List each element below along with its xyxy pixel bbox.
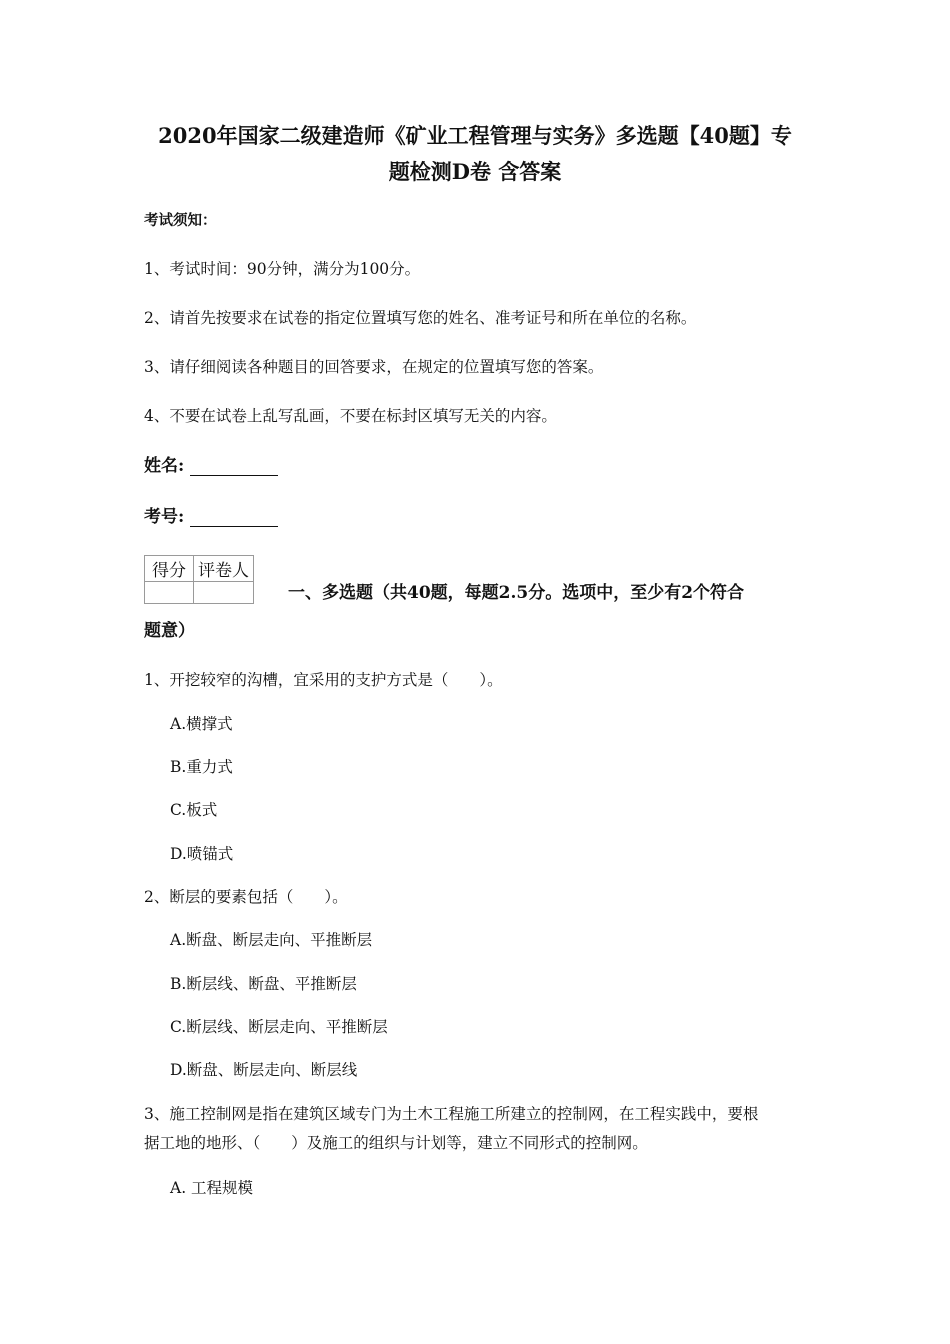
question-2-option-a: A.断盘、断层走向、平推断层 [170, 931, 373, 949]
score-table [144, 555, 254, 604]
question-2-option-d: D.断盘、断层走向、断层线 [170, 1061, 358, 1079]
question-1-option-b: B.重力式 [170, 758, 233, 776]
question-2-option-c: C.断层线、断层走向、平推断层 [170, 1018, 388, 1036]
question-1-option-c: C.板式 [170, 801, 218, 819]
page-title [140, 118, 810, 190]
title-line-2: 题检测D卷 含答案 [388, 159, 562, 184]
question-1-option-d: D.喷锚式 [170, 845, 234, 863]
question-2-option-b: B.断层线、断盘、平推断层 [170, 975, 357, 993]
notice-item-2: 2、请首先按要求在试卷的指定位置填写您的姓名、准考证号和所在单位的名称。 [144, 309, 697, 327]
question-3-option-a: A. 工程规模 [170, 1179, 254, 1197]
section-heading-line-2: 题意） [144, 621, 195, 641]
score-header: 得分 [145, 556, 194, 582]
exam-id-input-line[interactable] [190, 526, 278, 527]
question-2-stem: 2、断层的要素包括（ ）。 [144, 888, 348, 906]
question-1-stem: 1、开挖较窄的沟槽，宜采用的支护方式是（ ）。 [144, 671, 503, 689]
name-label: 姓名: [144, 456, 185, 476]
section-heading-line-1: 一、多选题（共40题，每题2.5分。选项中，至少有2个符合 [288, 583, 745, 603]
question-3-stem-line-2: 据工地的地形、（ ）及施工的组织与计划等，建立不同形式的控制网。 [144, 1134, 648, 1152]
notice-item-4: 4、不要在试卷上乱写乱画，不要在标封区填写无关的内容。 [144, 407, 557, 425]
title-line-1: 2020年国家二级建造师《矿业工程管理与实务》多选题【40题】专 [158, 123, 792, 148]
grader-header: 评卷人 [194, 556, 254, 582]
score-cell[interactable] [145, 582, 194, 604]
name-input-line[interactable] [190, 475, 278, 476]
question-1-option-a: A.横撑式 [170, 715, 233, 733]
notice-item-3: 3、请仔细阅读各种题目的回答要求，在规定的位置填写您的答案。 [144, 358, 604, 376]
question-3-stem-line-1: 3、施工控制网是指在建筑区域专门为土木工程施工所建立的控制网，在工程实践中，要根 [144, 1105, 759, 1123]
notice-heading: 考试须知： [144, 212, 217, 229]
exam-id-label: 考号: [144, 507, 185, 527]
notice-item-1: 1、考试时间：90分钟，满分为100分。 [144, 260, 421, 278]
grader-cell[interactable] [194, 582, 254, 604]
